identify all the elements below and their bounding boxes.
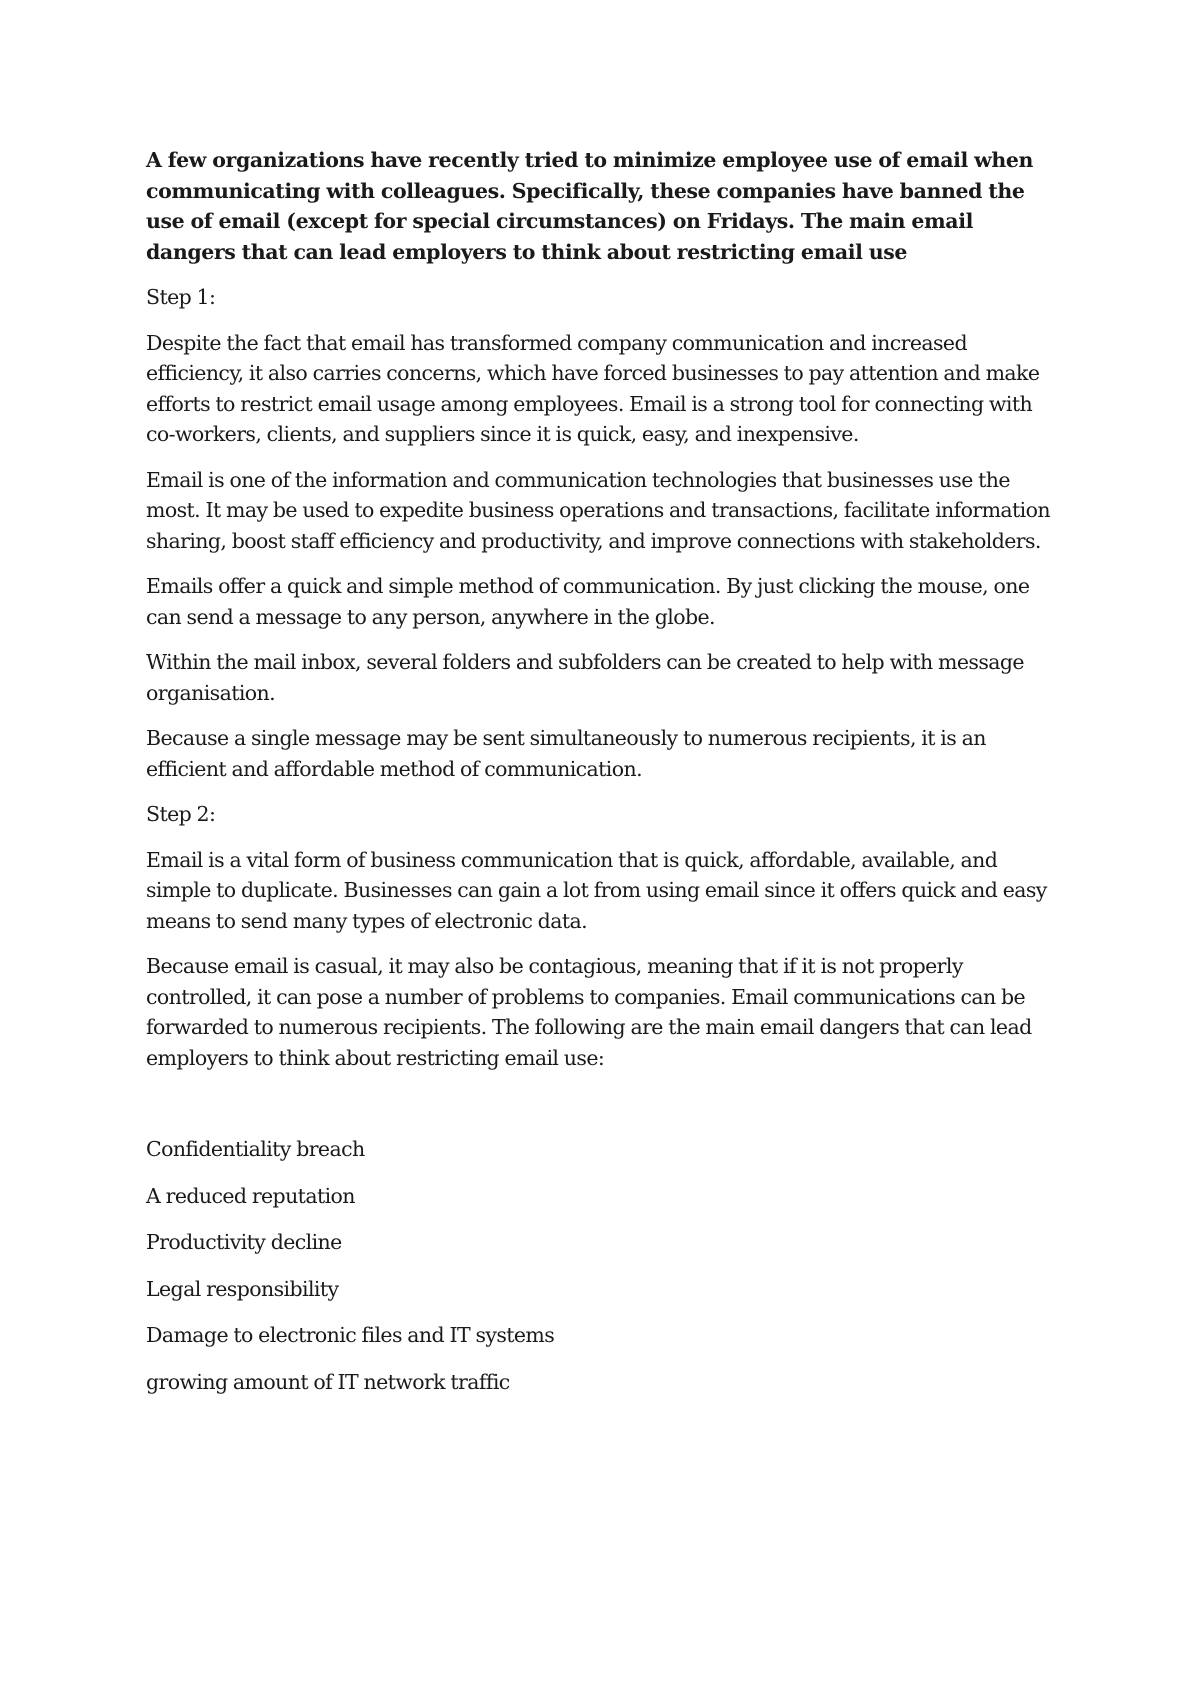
step-1-paragraph: Despite the fact that email has transformed company communication and increased efficiency, it also carries concerns, which have forced businesses to pay attention and make efforts to restrict email usage among employees. Email is a strong tool for connecting with co-workers, clients, and suppliers since it is quick, easy, and inexpensive. xyxy=(146,330,1040,446)
danger-item: Damage to electronic files and IT systems xyxy=(146,1323,555,1347)
danger-item: growing amount of IT network traffic xyxy=(146,1369,510,1394)
document-body xyxy=(146,145,1066,1413)
step-1-paragraph: Emails offer a quick and simple method of communication. By just clicking the mouse, one can send a message to any person, anywhere in the globe. xyxy=(146,574,1030,629)
question-text xyxy=(146,145,1066,267)
spacer xyxy=(146,1088,1066,1134)
step-2-paragraph: Email is a vital form of business communication that is quick, affordable, available, and simple to duplicate. Businesses can gain a lot from using email since it offers quick and easy means to send many types of electronic data. xyxy=(146,847,1047,933)
danger-item: Confidentiality breach xyxy=(146,1137,365,1161)
danger-item: Productivity decline xyxy=(146,1230,342,1254)
question-part-2: The main email dangers that can lead employers to think about restricting email use xyxy=(146,209,973,264)
step-1-label: Step 1: xyxy=(146,285,216,309)
step-1-paragraph: Email is one of the information and communication technologies that businesses use the most. It may be used to expedite business operations and transactions, facilitate information sharing, boost staff efficiency and productivity, and improve connections with stakeholders. xyxy=(146,467,1050,553)
danger-item: A reduced reputation xyxy=(146,1183,355,1208)
question-part-1: A few organizations have recently tried to minimize employee use of email when communicating with colleagues. Specifically, these companies have banned the use of email (except for special circumstances) on Fridays. xyxy=(146,148,1034,233)
step-1-paragraph: Because a single message may be sent simultaneously to numerous recipients, it is an efficient and affordable method of communication. xyxy=(146,726,986,781)
dangers-list xyxy=(146,1134,1066,1397)
step-2-paragraph: Because email is casual, it may also be contagious, meaning that if it is not properly controlled, it can pose a number of problems to companies. Email communications can be forwarded to numerous recipients. The following are the main email dangers that can lead employers to think about restricting email use: xyxy=(146,954,1032,1070)
danger-item: Legal responsibility xyxy=(146,1276,339,1301)
step-1-paragraph: Within the mail inbox, several folders and subfolders can be created to help with message organisation. xyxy=(146,650,1024,705)
step-2-label: Step 2: xyxy=(146,802,216,826)
